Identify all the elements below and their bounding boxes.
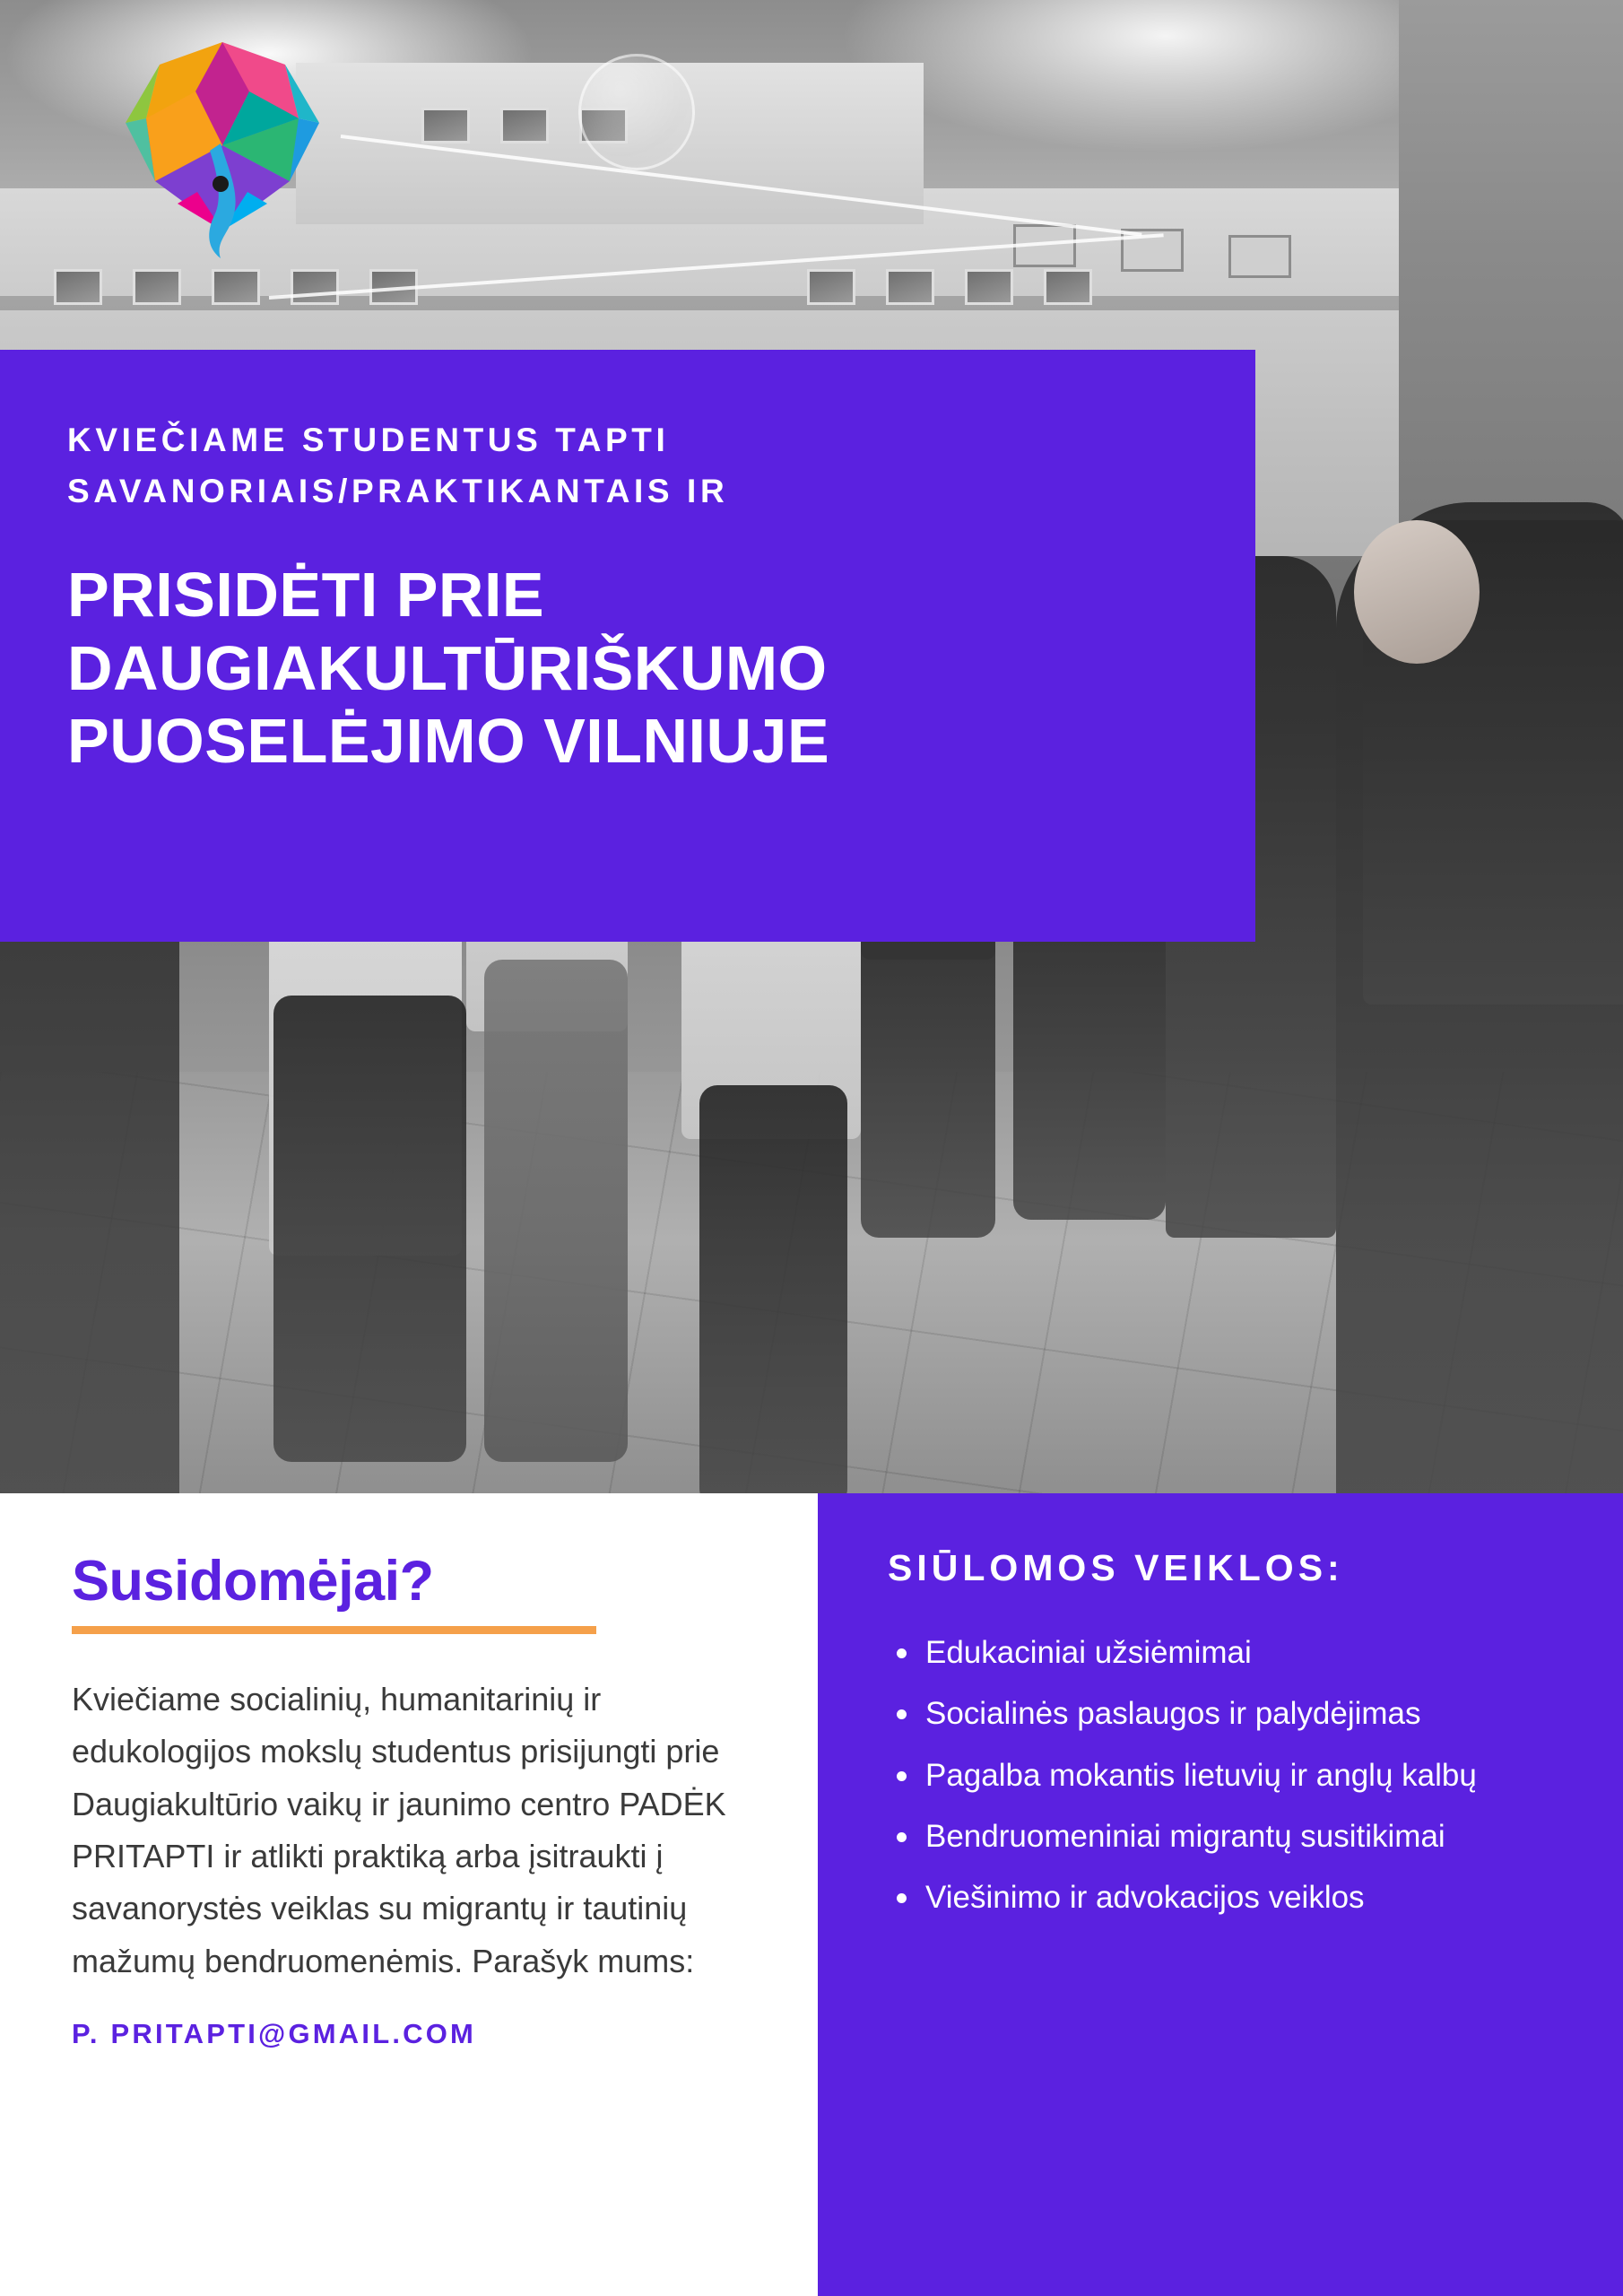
contact-email-link[interactable]: P. PRITAPTI@GMAIL.COM bbox=[72, 2017, 477, 2049]
photo-figure bbox=[699, 1085, 847, 1493]
photo-window-row bbox=[54, 269, 418, 305]
headline-block bbox=[0, 350, 1255, 942]
photo-figure-face bbox=[1354, 520, 1480, 664]
list-item: Viešinimo ir advokacijos veiklos bbox=[888, 1874, 1571, 1922]
list-item: Socialinės paslaugos ir palydėjimas bbox=[888, 1690, 1571, 1738]
kicker-line-1: KVIEČIAME STUDENTUS TAPTI bbox=[67, 422, 670, 458]
photo-window bbox=[965, 269, 1013, 305]
photo-window bbox=[886, 269, 934, 305]
kicker-line-2: SAVANORIAIS/PRAKTIKANTAIS IR bbox=[67, 473, 729, 510]
activities-list bbox=[888, 1629, 1571, 1922]
photo-window bbox=[807, 269, 855, 305]
photo-window-row bbox=[807, 269, 1092, 305]
photo-window bbox=[500, 108, 549, 144]
orange-divider bbox=[72, 1626, 596, 1634]
right-column bbox=[818, 1493, 1623, 2296]
photo-window bbox=[212, 269, 260, 305]
photo-window bbox=[421, 108, 470, 144]
bottom-section bbox=[0, 1493, 1623, 2296]
left-column bbox=[0, 1493, 818, 2296]
photo-ac-unit bbox=[1228, 235, 1291, 278]
padek-pritapti-logo bbox=[115, 38, 330, 262]
photo-figure bbox=[273, 996, 466, 1462]
activities-heading: SIŪLOMOS VEIKLOS: bbox=[888, 1547, 1344, 1588]
photo-bubble bbox=[578, 54, 695, 170]
interested-heading: Susidomėjai? bbox=[72, 1550, 434, 1613]
photo-window bbox=[1044, 269, 1092, 305]
photo-window bbox=[54, 269, 102, 305]
photo-figure bbox=[484, 960, 628, 1462]
description-text: Kviečiame socialinių, humanitarinių ir edukologijos mokslų studentus prisijungti prie Daugiakultūrio vaikų ir jaunimo centro PADĖK PRITAPTI ir atlikti praktiką arba įsitraukti į savanorystės veiklas su migrantų ir tautinių mažumų bendruomenėmis. Parašyk mums: bbox=[72, 1681, 726, 1979]
photo-window bbox=[291, 269, 339, 305]
photo-window bbox=[133, 269, 181, 305]
list-item: Edukaciniai užsiėmimai bbox=[888, 1629, 1571, 1677]
list-item: Pagalba mokantis lietuvių ir anglų kalbų bbox=[888, 1752, 1571, 1800]
page-title: PRISIDĖTI PRIE DAUGIAKULTŪRIŠKUMO PUOSELĖJIMO VILNIUJE bbox=[67, 559, 830, 777]
list-item: Bendruomeniniai migrantų susitikimai bbox=[888, 1813, 1571, 1861]
